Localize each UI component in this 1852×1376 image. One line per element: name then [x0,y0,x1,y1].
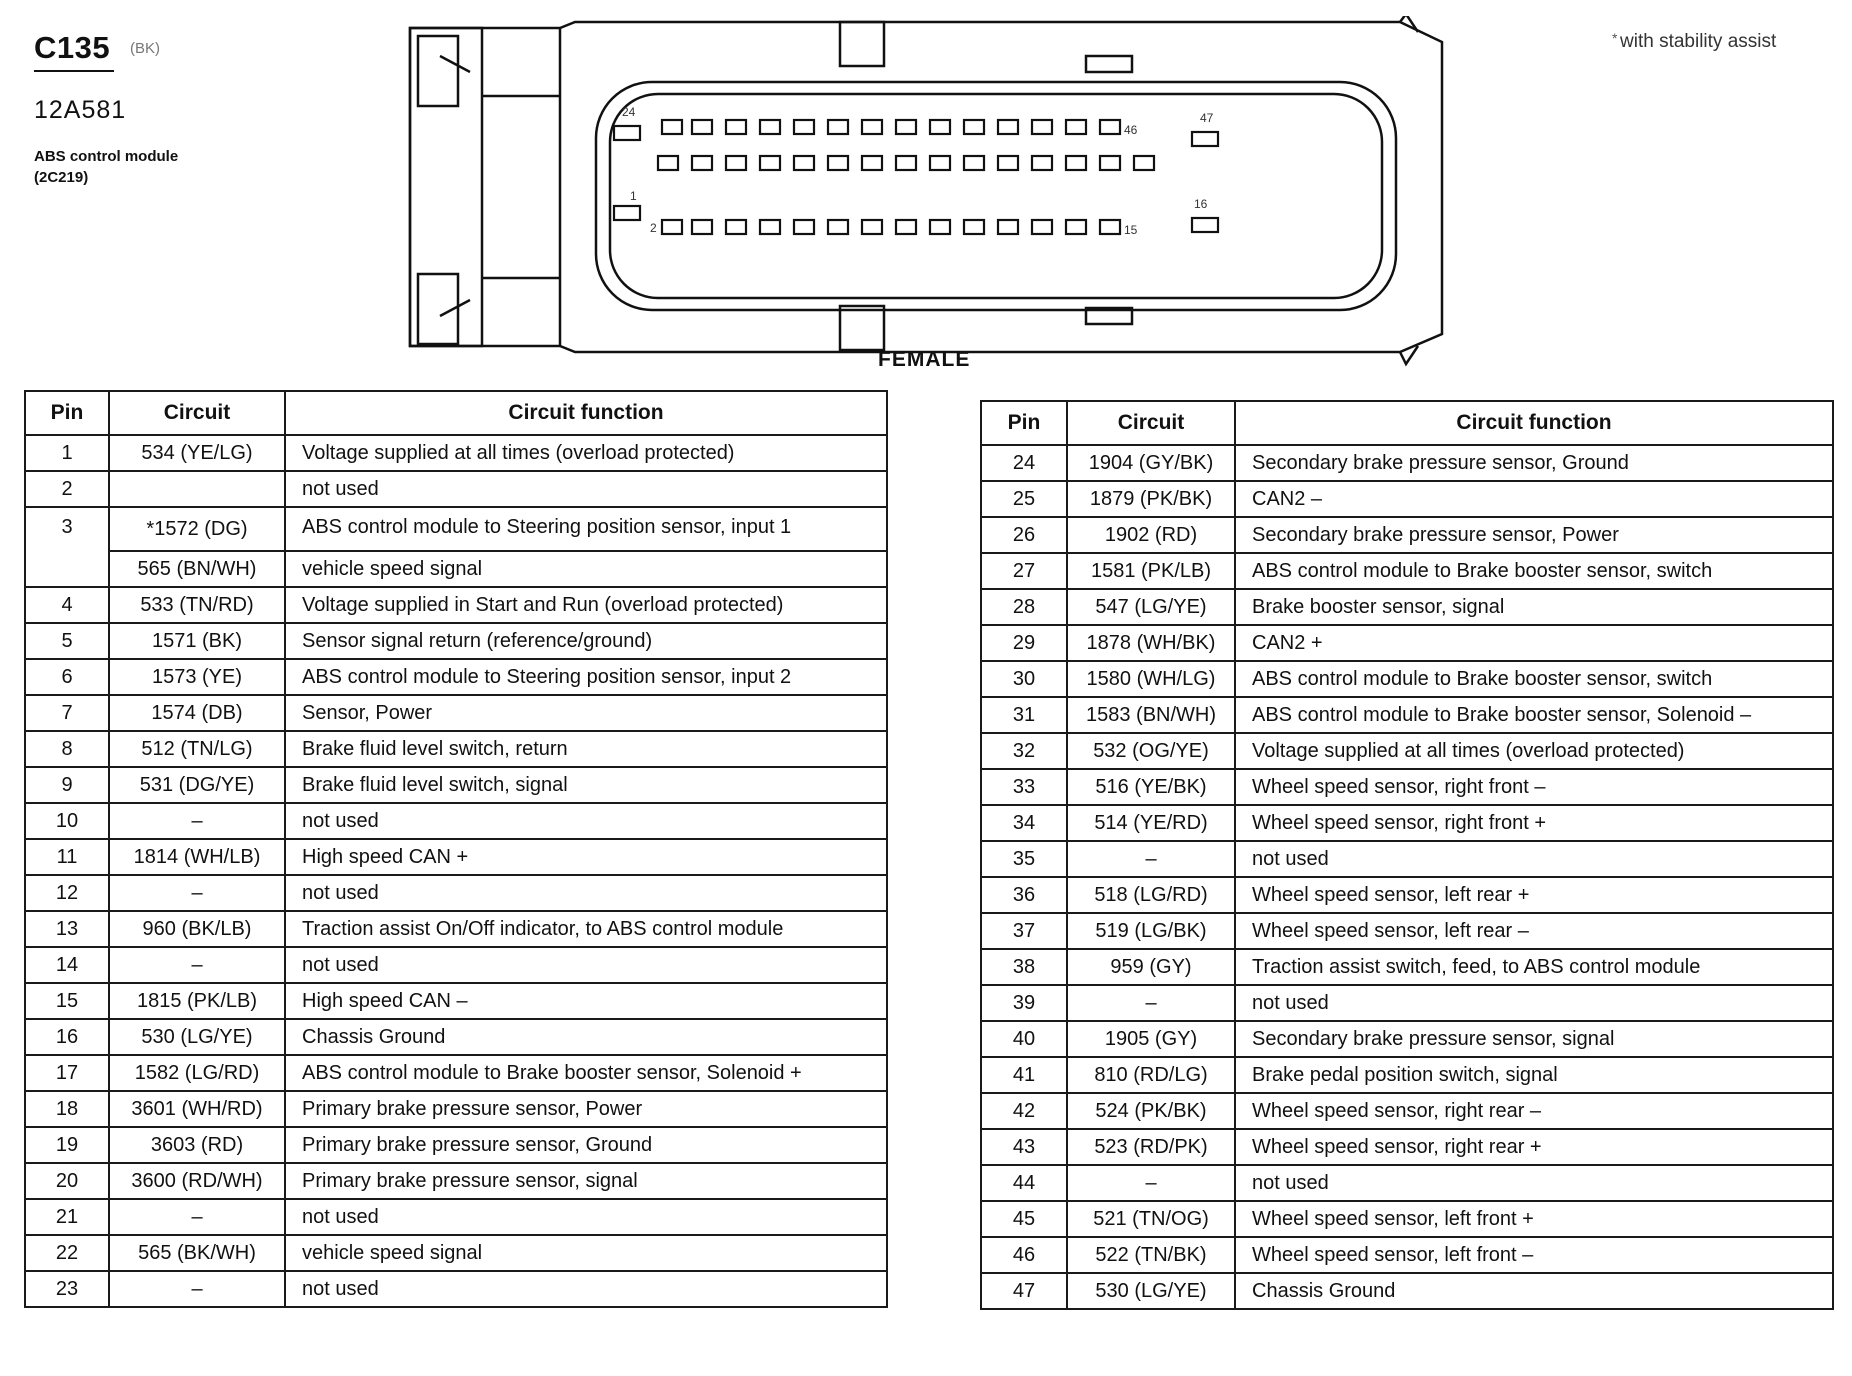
table-row [25,1019,887,1055]
table-row [25,435,887,471]
table-row [25,875,887,911]
circuit-cell: 1902 (RD) [1067,517,1235,553]
table-row [981,445,1833,481]
function-cell: Wheel speed sensor, left front – [1235,1237,1833,1273]
table-row [981,733,1833,769]
function-cell: Voltage supplied at all times (overload protected) [285,435,887,471]
connector-id-underline [34,70,114,72]
pin-label-47: 47 [1200,111,1214,125]
circuit-cell: 1581 (PK/LB) [1067,553,1235,589]
circuit-cell: – [109,875,285,911]
pin-cell: 18 [25,1091,109,1127]
pin-cell: 16 [25,1019,109,1055]
pin-cell: 13 [25,911,109,947]
pin-label-2: 2 [650,221,657,235]
function-cell: not used [285,1271,887,1307]
pin-cell: 6 [25,659,109,695]
connector-housing [410,22,1442,352]
pin-cell: 10 [25,803,109,839]
circuit-cell: 1905 (GY) [1067,1021,1235,1057]
circuit-cell: 3601 (WH/RD) [109,1091,285,1127]
circuit-cell: – [109,803,285,839]
pin-cell: 28 [981,589,1067,625]
function-cell: Primary brake pressure sensor, Power [285,1091,887,1127]
pin-cell: 12 [25,875,109,911]
function-cell: not used [1235,1165,1833,1201]
function-cell: CAN2 – [1235,481,1833,517]
table-row [981,661,1833,697]
function-cell: Wheel speed sensor, left front + [1235,1201,1833,1237]
circuit-cell: 531 (DG/YE) [109,767,285,803]
top-key [840,22,884,66]
table-row [981,1021,1833,1057]
pin-cell: 42 [981,1093,1067,1129]
circuit-cell: 3600 (RD/WH) [109,1163,285,1199]
table-row [25,767,887,803]
pin-cell: 24 [981,445,1067,481]
function-cell: Wheel speed sensor, left rear – [1235,913,1833,949]
circuit-cell: 533 (TN/RD) [109,587,285,623]
table-row [25,1055,887,1091]
circuit-cell: – [1067,985,1235,1021]
circuit-cell: 516 (YE/BK) [1067,769,1235,805]
part-number: 12A581 [34,96,127,124]
function-column-header: Circuit function [285,391,887,435]
table-row [981,949,1833,985]
function-cell: not used [285,471,887,507]
function-cell: CAN2 + [1235,625,1833,661]
bottom-key [840,306,884,350]
function-cell: Brake fluid level switch, signal [285,767,887,803]
function-cell: not used [285,1199,887,1235]
circuit-cell: 1878 (WH/BK) [1067,625,1235,661]
function-cell: Secondary brake pressure sensor, signal [1235,1021,1833,1057]
function-cell: not used [285,875,887,911]
circuit-cell: 518 (LG/RD) [1067,877,1235,913]
circuit-cell: 530 (LG/YE) [1067,1273,1235,1309]
table-row [981,1237,1833,1273]
table-row [981,985,1833,1021]
circuit-cell: 532 (OG/YE) [1067,733,1235,769]
connector-diagram [400,16,1460,376]
function-cell: Wheel speed sensor, left rear + [1235,877,1833,913]
function-cell: Primary brake pressure sensor, Ground [285,1127,887,1163]
function-cell: ABS control module to Brake booster sensor, switch [1235,553,1833,589]
function-cell: ABS control module to Brake booster sensor, Solenoid + [285,1055,887,1091]
table-row [25,803,887,839]
table-row [25,731,887,767]
pin-cell: 17 [25,1055,109,1091]
circuit-column-header: Circuit [1067,401,1235,445]
circuit-cell: 522 (TN/BK) [1067,1237,1235,1273]
function-cell: Brake fluid level switch, return [285,731,887,767]
pin-column-header: Pin [981,401,1067,445]
function-cell: Sensor signal return (reference/ground) [285,623,887,659]
pin-cell: 35 [981,841,1067,877]
table-row [25,839,887,875]
circuit-cell: 512 (TN/LG) [109,731,285,767]
function-cell: not used [285,803,887,839]
pin-cell: 22 [25,1235,109,1271]
pin-cell: 47 [981,1273,1067,1309]
pin-cell: 3 [25,507,109,587]
pin-cell: 11 [25,839,109,875]
pin-label-15: 15 [1124,223,1138,237]
pin-cell: 9 [25,767,109,803]
function-cell: Brake booster sensor, signal [1235,589,1833,625]
table-header-row [25,391,887,435]
circuit-cell: 3603 (RD) [109,1127,285,1163]
pin-cell: 37 [981,913,1067,949]
table-row [25,911,887,947]
function-cell: Voltage supplied at all times (overload protected) [1235,733,1833,769]
function-cell: Chassis Ground [285,1019,887,1055]
table-row [981,913,1833,949]
circuit-cell: 1571 (BK) [109,623,285,659]
pin-label-16: 16 [1194,197,1208,211]
table-row [25,1199,887,1235]
pin-cell: 33 [981,769,1067,805]
function-cell: vehicle speed signal [285,1235,887,1271]
circuit-cell: 1580 (WH/LG) [1067,661,1235,697]
pin-cell: 46 [981,1237,1067,1273]
circuit-cell: 530 (LG/YE) [109,1019,285,1055]
pin-cell: 7 [25,695,109,731]
circuit-cell: 514 (YE/RD) [1067,805,1235,841]
pin-cell: 20 [25,1163,109,1199]
table-row [25,1271,887,1307]
function-cell: Traction assist switch, feed, to ABS control module [1235,949,1833,985]
table-row [981,1201,1833,1237]
pin-field-outer [596,82,1396,310]
pin-cell: 32 [981,733,1067,769]
connector-color: (BK) [130,40,160,57]
function-cell: Secondary brake pressure sensor, Power [1235,517,1833,553]
pin-cell: 36 [981,877,1067,913]
connector-latch-left [410,28,482,346]
pin-cell: 8 [25,731,109,767]
pin-cell: 31 [981,697,1067,733]
pin-label-1: 1 [630,189,637,203]
circuit-cell: – [109,1271,285,1307]
function-cell: Wheel speed sensor, right front – [1235,769,1833,805]
function-cell: vehicle speed signal [285,551,887,587]
function-cell: Wheel speed sensor, right rear – [1235,1093,1833,1129]
pin-cell: 21 [25,1199,109,1235]
table-row [25,1127,887,1163]
table-row [981,1093,1833,1129]
circuit-cell: 521 (TN/OG) [1067,1201,1235,1237]
table-row [981,1057,1833,1093]
module-code: (2C219) [34,169,89,186]
function-cell: Primary brake pressure sensor, signal [285,1163,887,1199]
table-row [25,1091,887,1127]
pin-column-header: Pin [25,391,109,435]
circuit-cell: 960 (BK/LB) [109,911,285,947]
table-row [981,1165,1833,1201]
function-cell: not used [1235,985,1833,1021]
function-cell: High speed CAN + [285,839,887,875]
circuit-cell: 1582 (LG/RD) [109,1055,285,1091]
table-row [25,1235,887,1271]
pinout-table-left [24,390,888,1308]
pin-label-24: 24 [622,105,636,119]
pin-cell: 1 [25,435,109,471]
function-cell: High speed CAN – [285,983,887,1019]
pin-cell: 25 [981,481,1067,517]
table-row [25,551,887,587]
pin-cell: 15 [25,983,109,1019]
function-cell: not used [285,947,887,983]
function-cell: Wheel speed sensor, right rear + [1235,1129,1833,1165]
table-row [981,769,1833,805]
circuit-cell: 1583 (BN/WH) [1067,697,1235,733]
circuit-cell: 1573 (YE) [109,659,285,695]
function-cell: Voltage supplied in Start and Run (overload protected) [285,587,887,623]
table-row [981,625,1833,661]
circuit-cell: – [109,947,285,983]
function-cell: ABS control module to Brake booster sensor, Solenoid – [1235,697,1833,733]
table-header-row [981,401,1833,445]
circuit-cell: – [109,1199,285,1235]
pin-cell: 4 [25,587,109,623]
pin-cell: 43 [981,1129,1067,1165]
pin-cavities [614,120,1218,234]
circuit-cell: 959 (GY) [1067,949,1235,985]
function-cell: Secondary brake pressure sensor, Ground [1235,445,1833,481]
table-row [25,587,887,623]
function-column-header: Circuit function [1235,401,1833,445]
pin-cell: 34 [981,805,1067,841]
circuit-cell: 565 (BN/WH) [109,551,285,587]
table-row [981,481,1833,517]
pinout-table-right [980,400,1834,1310]
module-name: ABS control module [34,148,179,165]
table-row [25,947,887,983]
circuit-cell: *1572 (DG) [109,507,285,551]
pin-cell: 23 [25,1271,109,1307]
circuit-cell: 524 (PK/BK) [1067,1093,1235,1129]
pin-cell: 5 [25,623,109,659]
module-description [34,146,178,188]
table-row [981,517,1833,553]
table-row [25,1163,887,1199]
table-row [25,695,887,731]
pin-cell: 29 [981,625,1067,661]
function-cell: ABS control module to Steering position sensor, input 1 [285,507,887,551]
function-cell: ABS control module to Steering position sensor, input 2 [285,659,887,695]
pin-cell: 38 [981,949,1067,985]
table-row [25,471,887,507]
table-row [981,841,1833,877]
table-row [981,553,1833,589]
circuit-cell: 565 (BK/WH) [109,1235,285,1271]
connector-id: C135 [34,30,111,65]
table-row [981,589,1833,625]
table-row [981,805,1833,841]
function-cell: Chassis Ground [1235,1273,1833,1309]
pin-cell: 39 [981,985,1067,1021]
pin-cell: 40 [981,1021,1067,1057]
pin-cell: 30 [981,661,1067,697]
female-label: FEMALE [878,348,971,371]
table-row [25,623,887,659]
circuit-cell: 523 (RD/PK) [1067,1129,1235,1165]
table-row [25,983,887,1019]
table-row [25,507,887,551]
table-row [25,659,887,695]
pin-cell: 44 [981,1165,1067,1201]
function-cell: ABS control module to Brake booster sensor, switch [1235,661,1833,697]
pin-cell: 2 [25,471,109,507]
function-cell: Sensor, Power [285,695,887,731]
circuit-cell: – [1067,1165,1235,1201]
stability-assist-note: with stability assist [1620,31,1777,52]
circuit-cell: – [1067,841,1235,877]
function-cell: Brake pedal position switch, signal [1235,1057,1833,1093]
circuit-column-header: Circuit [109,391,285,435]
circuit-cell [109,471,285,507]
pin-cell: 26 [981,517,1067,553]
function-cell: Wheel speed sensor, right front + [1235,805,1833,841]
function-cell: Traction assist On/Off indicator, to ABS control module [285,911,887,947]
function-cell: not used [1235,841,1833,877]
table-row [981,697,1833,733]
circuit-cell: 519 (LG/BK) [1067,913,1235,949]
circuit-cell: 810 (RD/LG) [1067,1057,1235,1093]
circuit-cell: 1574 (DB) [109,695,285,731]
pin-cell: 27 [981,553,1067,589]
table-row [981,1129,1833,1165]
circuit-cell: 547 (LG/YE) [1067,589,1235,625]
table-row [981,1273,1833,1309]
circuit-cell: 534 (YE/LG) [109,435,285,471]
pin-cell: 19 [25,1127,109,1163]
table-row [981,877,1833,913]
circuit-cell: 1904 (GY/BK) [1067,445,1235,481]
circuit-cell: 1814 (WH/LB) [109,839,285,875]
circuit-cell: 1815 (PK/LB) [109,983,285,1019]
pin-label-46: 46 [1124,123,1138,137]
footnote-marker: * [1612,30,1618,46]
pin-cell: 41 [981,1057,1067,1093]
pin-cell: 14 [25,947,109,983]
pin-cell: 45 [981,1201,1067,1237]
circuit-cell: 1879 (PK/BK) [1067,481,1235,517]
